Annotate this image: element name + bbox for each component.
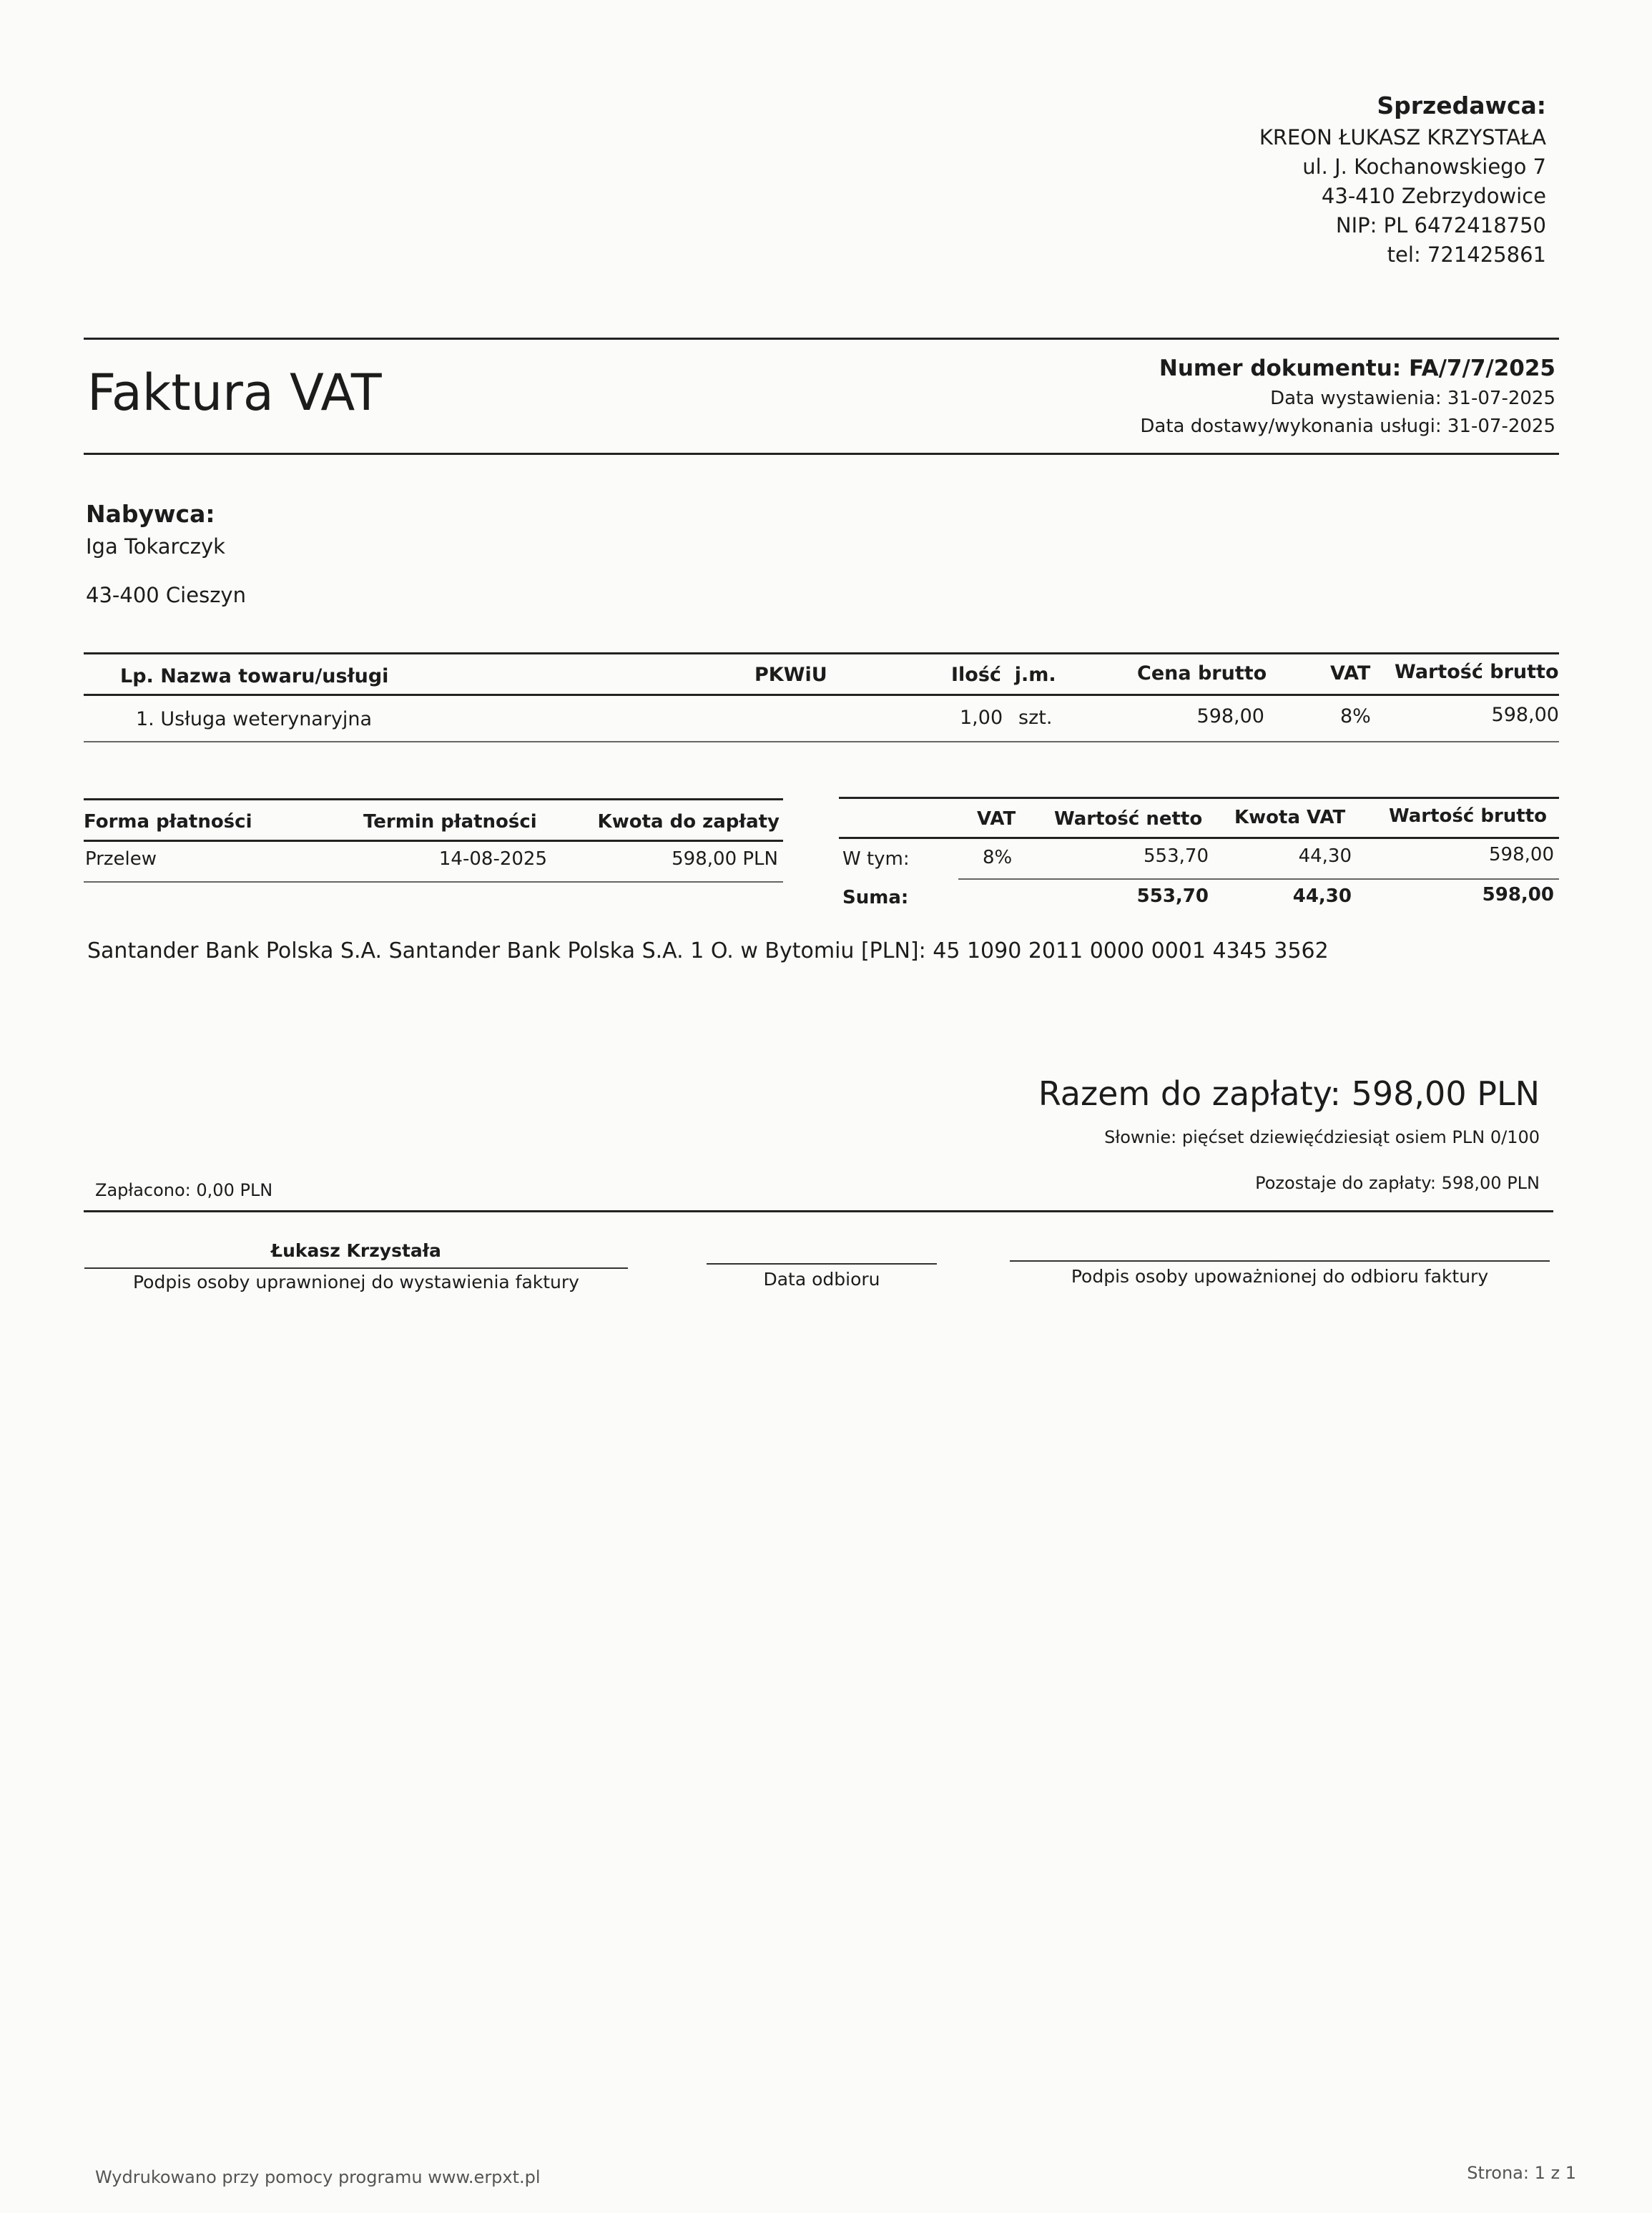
printed-by: Wydrukowano przy pomocy programu www.erpxt.pl bbox=[95, 2167, 541, 2187]
table-bottom-border bbox=[84, 741, 1559, 742]
seller-city: 43-410 Zebrzydowice bbox=[1321, 184, 1546, 208]
seller-label: Sprzedawca: bbox=[1377, 92, 1546, 119]
receiver-caption: Podpis osoby upoważnionej do odbioru faktury bbox=[1071, 1266, 1489, 1287]
item-vat: 8% bbox=[1340, 705, 1371, 727]
delivery-date: Data dostawy/wykonania usługi: 31-07-2025 bbox=[1140, 416, 1555, 437]
seller-tel: tel: 721425861 bbox=[1387, 242, 1546, 267]
signature-line bbox=[84, 1267, 628, 1269]
seller-nip: NIP: PL 6472418750 bbox=[1335, 213, 1546, 237]
col-qty-unit: Ilość j.m. bbox=[951, 664, 1056, 686]
col-pkwiu: PKWiU bbox=[754, 664, 827, 686]
divider bbox=[84, 798, 783, 800]
divider bbox=[84, 881, 783, 883]
page-title: Faktura VAT bbox=[87, 363, 382, 422]
col-net: Wartość netto bbox=[1054, 808, 1203, 830]
document-number: Numer dokumentu: FA/7/7/2025 bbox=[1159, 355, 1555, 381]
vat-row-net: 553,70 bbox=[1144, 845, 1209, 867]
col-vat-amount: Kwota VAT bbox=[1234, 807, 1346, 828]
seller-street: ul. J. Kochanowskiego 7 bbox=[1302, 154, 1546, 179]
issuer-caption: Podpis osoby uprawnionej do wystawienia faktury bbox=[133, 1272, 579, 1292]
table-top-border bbox=[84, 652, 1559, 654]
col-payment-amount: Kwota do zapłaty bbox=[597, 811, 780, 833]
payment-amount: 598,00 PLN bbox=[672, 848, 778, 870]
col-vat: VAT bbox=[1330, 662, 1371, 684]
bank-account: Santander Bank Polska S.A. Santander Bank Polska S.A. 1 O. w Bytomiu [PLN]: 45 1090 2011 0000 0001 4345 3562 bbox=[87, 938, 1329, 963]
payment-term: 14-08-2025 bbox=[438, 848, 547, 870]
date-caption: Data odbioru bbox=[763, 1269, 880, 1290]
table-header-border bbox=[84, 694, 1559, 696]
buyer-block bbox=[86, 496, 246, 609]
seller-name: KREON ŁUKASZ KRZYSTAŁA bbox=[1259, 125, 1546, 149]
buyer-city: 43-400 Cieszyn bbox=[86, 583, 246, 607]
item-unit: szt. bbox=[1018, 707, 1053, 729]
item-name: 1. Usługa weterynaryjna bbox=[136, 708, 373, 730]
vat-row-gross: 598,00 bbox=[1489, 844, 1554, 865]
issue-date: Data wystawienia: 31-07-2025 bbox=[1270, 388, 1555, 409]
col-vat-rate: VAT bbox=[977, 808, 1016, 830]
seller-block bbox=[903, 89, 1546, 270]
signature-line bbox=[1010, 1260, 1550, 1262]
col-payment-term: Termin płatności bbox=[363, 811, 537, 833]
sum-gross: 598,00 bbox=[1482, 884, 1554, 906]
paid-amount: Zapłacono: 0,00 PLN bbox=[95, 1180, 273, 1200]
buyer-name: Iga Tokarczyk bbox=[86, 534, 225, 559]
payment-form: Przelew bbox=[85, 848, 157, 870]
divider bbox=[839, 797, 1559, 799]
vat-row-rate: 8% bbox=[983, 847, 1013, 868]
divider bbox=[958, 878, 1559, 880]
page-number: Strona: 1 z 1 bbox=[1467, 2163, 1576, 2183]
remaining-to-pay: Pozostaje do zapłaty: 598,00 PLN bbox=[1255, 1173, 1540, 1193]
sum-vat-amount: 44,30 bbox=[1292, 885, 1352, 907]
item-value: 598,00 bbox=[1491, 704, 1559, 726]
col-value: Wartość brutto bbox=[1395, 661, 1559, 683]
item-qty: 1,00 bbox=[960, 707, 1003, 729]
col-price: Cena brutto bbox=[1137, 662, 1267, 684]
document-info bbox=[912, 352, 1555, 441]
issuer-name: Łukasz Krzystała bbox=[271, 1240, 441, 1261]
divider bbox=[84, 338, 1559, 340]
col-payment-form: Forma płatności bbox=[84, 811, 252, 833]
divider bbox=[839, 837, 1559, 839]
divider bbox=[84, 840, 783, 842]
sum-label: Suma: bbox=[842, 887, 909, 908]
col-gross: Wartość brutto bbox=[1389, 805, 1548, 827]
divider bbox=[84, 1210, 1553, 1212]
amount-in-words: Słownie: pięćset dziewięćdziesiąt osiem PLN 0/100 bbox=[1104, 1127, 1540, 1147]
signature-line bbox=[707, 1263, 937, 1265]
sum-net: 553,70 bbox=[1136, 885, 1209, 907]
divider bbox=[84, 453, 1559, 455]
col-lp-name: Lp. Nazwa towaru/usługi bbox=[120, 665, 389, 687]
buyer-label: Nabywca: bbox=[86, 500, 215, 528]
vat-row-label: W tym: bbox=[842, 848, 910, 870]
total-to-pay: Razem do zapłaty: 598,00 PLN bbox=[1038, 1074, 1540, 1113]
item-price: 598,00 bbox=[1196, 705, 1264, 727]
vat-row-amount: 44,30 bbox=[1298, 845, 1352, 867]
